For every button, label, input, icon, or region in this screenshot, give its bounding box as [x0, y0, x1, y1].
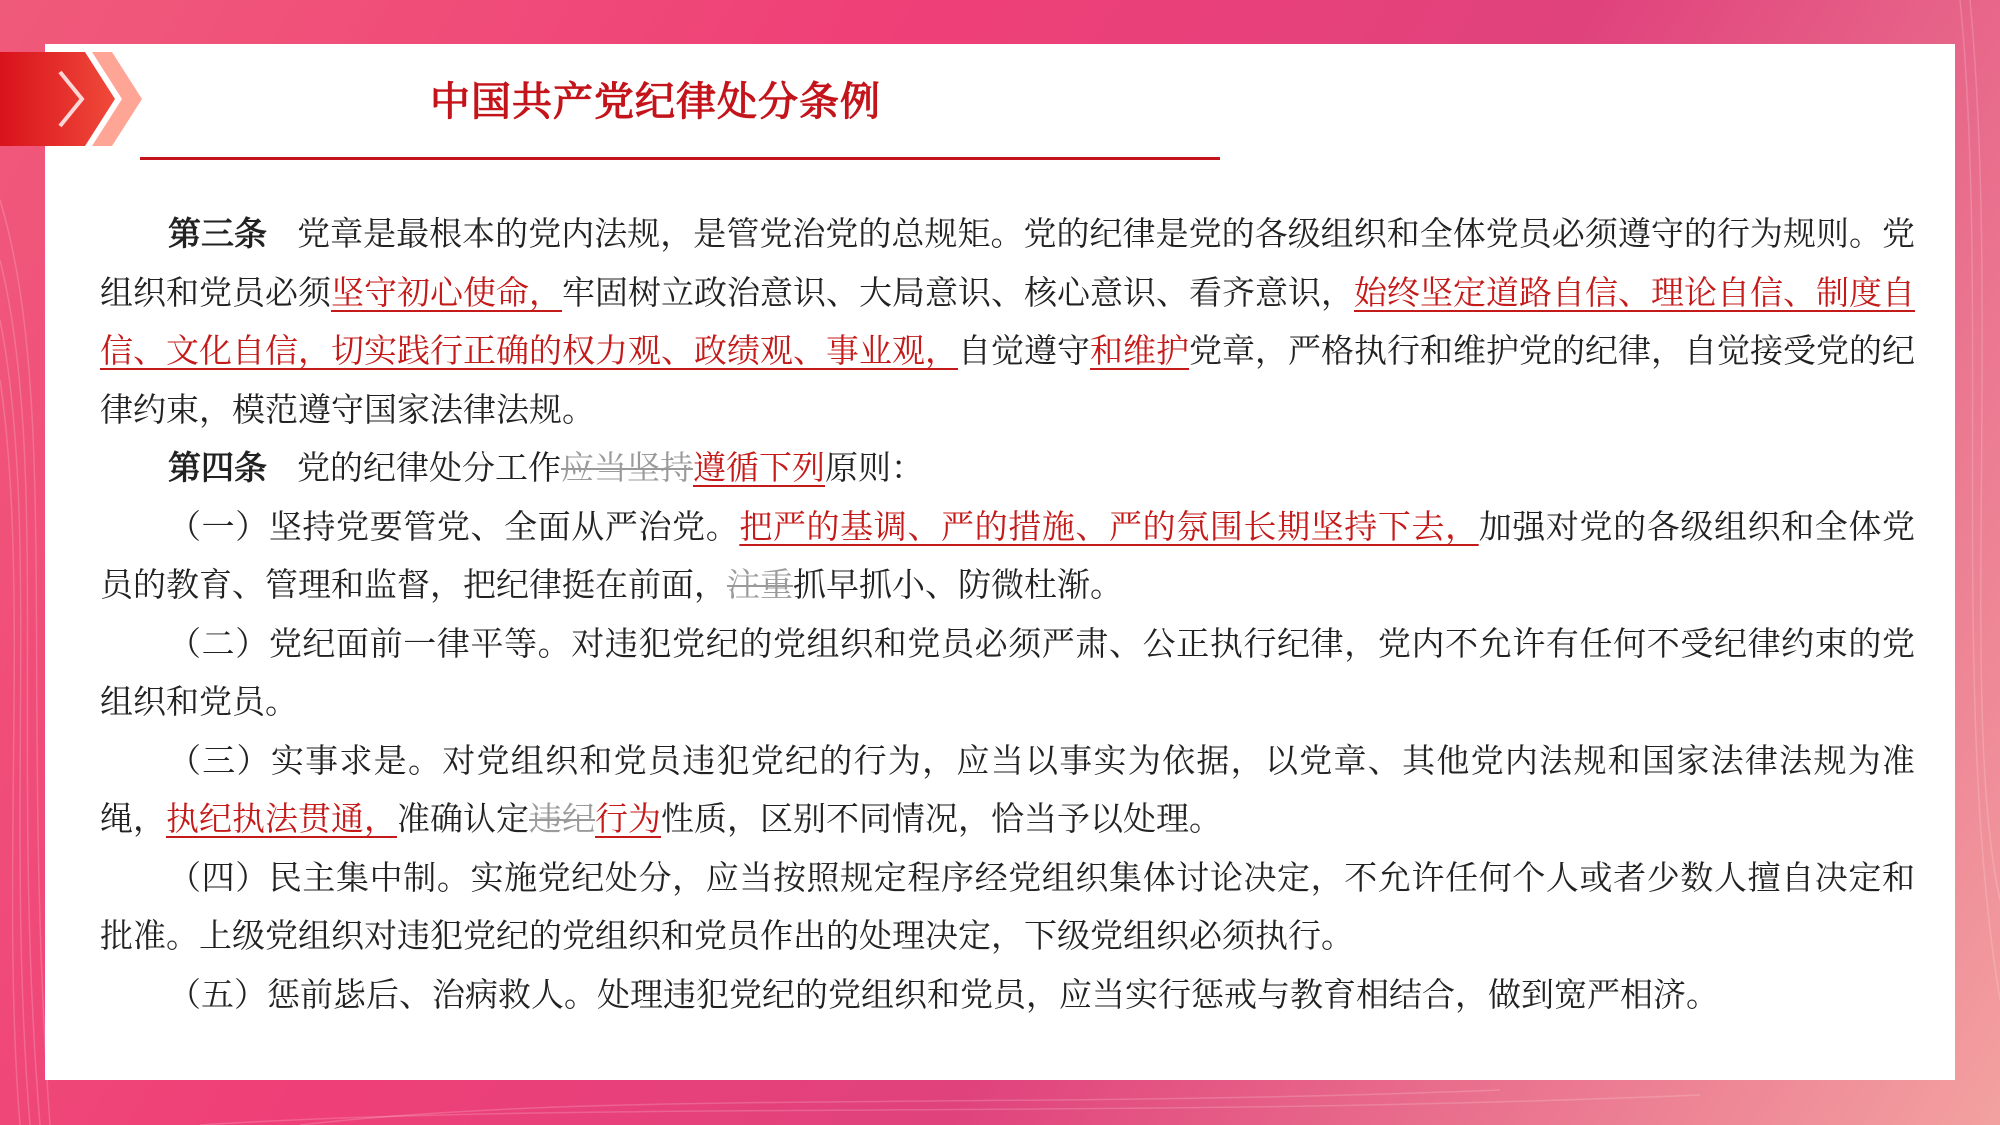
article-4-text-2: 原则：	[825, 448, 924, 487]
article-3-text-3: 自觉遵守	[958, 331, 1090, 370]
principle-2-paragraph	[100, 615, 1915, 732]
article-3-text-4: 党章，严格执行和维护党的纪律，自觉接受党的纪律约束，模范遵守国家法律法规。	[100, 331, 1915, 429]
deleted-text: 应当坚持	[561, 448, 693, 487]
inserted-text: 坚守初心使命，	[331, 272, 562, 312]
deleted-text: 违纪	[529, 799, 595, 838]
article-4-text-1: 党的纪律处分工作	[297, 448, 561, 487]
inserted-text: 把严的基调、严的措施、严的氛围长期坚持下去，	[739, 506, 1479, 546]
inserted-text: 始终坚定道路自信、理论自信、制度自信、文化自信，切实践行正确的权力观、政绩观、事业观，	[100, 272, 1915, 370]
principle-3-text-1: （三）实事求是。对党组织和党员违犯党纪的行为，应当以事实为依据，以党章、其他党内法规和国家法律法规为准绳，	[100, 740, 1915, 838]
article-3-paragraph	[100, 205, 1915, 439]
article-3-text-2: 牢固树立政治意识、大局意识、核心意识、看齐意识，	[562, 272, 1354, 312]
principle-1-text-1: （一）坚持党要管党、全面从严治党。	[168, 506, 740, 546]
principle-5-paragraph	[100, 966, 1915, 1025]
principle-3-text-3: 性质，区别不同情况，恰当予以处理。	[661, 799, 1222, 838]
title-divider	[140, 157, 1220, 160]
principle-2-text: （二）党纪面前一律平等。对违犯党纪的党组织和党员必须严肃、公正执行纪律，党内不允许有任何不受纪律约束的党组织和党员。	[100, 623, 1915, 721]
principle-3-paragraph	[100, 732, 1915, 849]
inserted-text: 行为	[595, 799, 661, 838]
principle-1-paragraph	[100, 498, 1915, 615]
article-4-paragraph	[100, 439, 1915, 498]
inserted-text: 和维护	[1090, 331, 1189, 370]
principle-5-text: （五）惩前毖后、治病救人。处理违犯党纪的党组织和党员，应当实行惩戒与教育相结合，做到宽严相济。	[168, 974, 1719, 1014]
principle-4-text: （四）民主集中制。实施党纪处分，应当按照规定程序经党组织集体讨论决定，不允许任何个人或者少数人擅自决定和批准。上级党组织对违犯党纪的党组织和党员作出的处理决定，下级党组织必须执行。	[100, 857, 1915, 955]
article-3-text-1: 党章是最根本的党内法规，是管党治党的总规矩。党的纪律是党的各级组织和全体党员必须遵守的行为规则。党组织和党员必须	[100, 214, 1916, 312]
principle-4-paragraph	[100, 849, 1915, 966]
inserted-text: 遵循下列	[693, 448, 825, 487]
deleted-text: 注重	[727, 565, 793, 604]
article-3-label: 第三条	[168, 214, 268, 253]
document-body	[100, 205, 1915, 1024]
inserted-text: 执纪执法贯通，	[166, 799, 397, 838]
page-title: 中国共产党纪律处分条例	[430, 79, 881, 125]
principle-3-text-2: 准确认定	[397, 799, 529, 838]
article-4-label: 第四条	[168, 448, 267, 487]
chevron-arrow-icon	[0, 52, 150, 146]
principle-1-text-2: 加强对党的各级组织和全体党员的教育、管理和监督，把纪律挺在前面，	[100, 506, 1916, 604]
principle-1-text-3: 抓早抓小、防微杜渐。	[793, 565, 1123, 604]
